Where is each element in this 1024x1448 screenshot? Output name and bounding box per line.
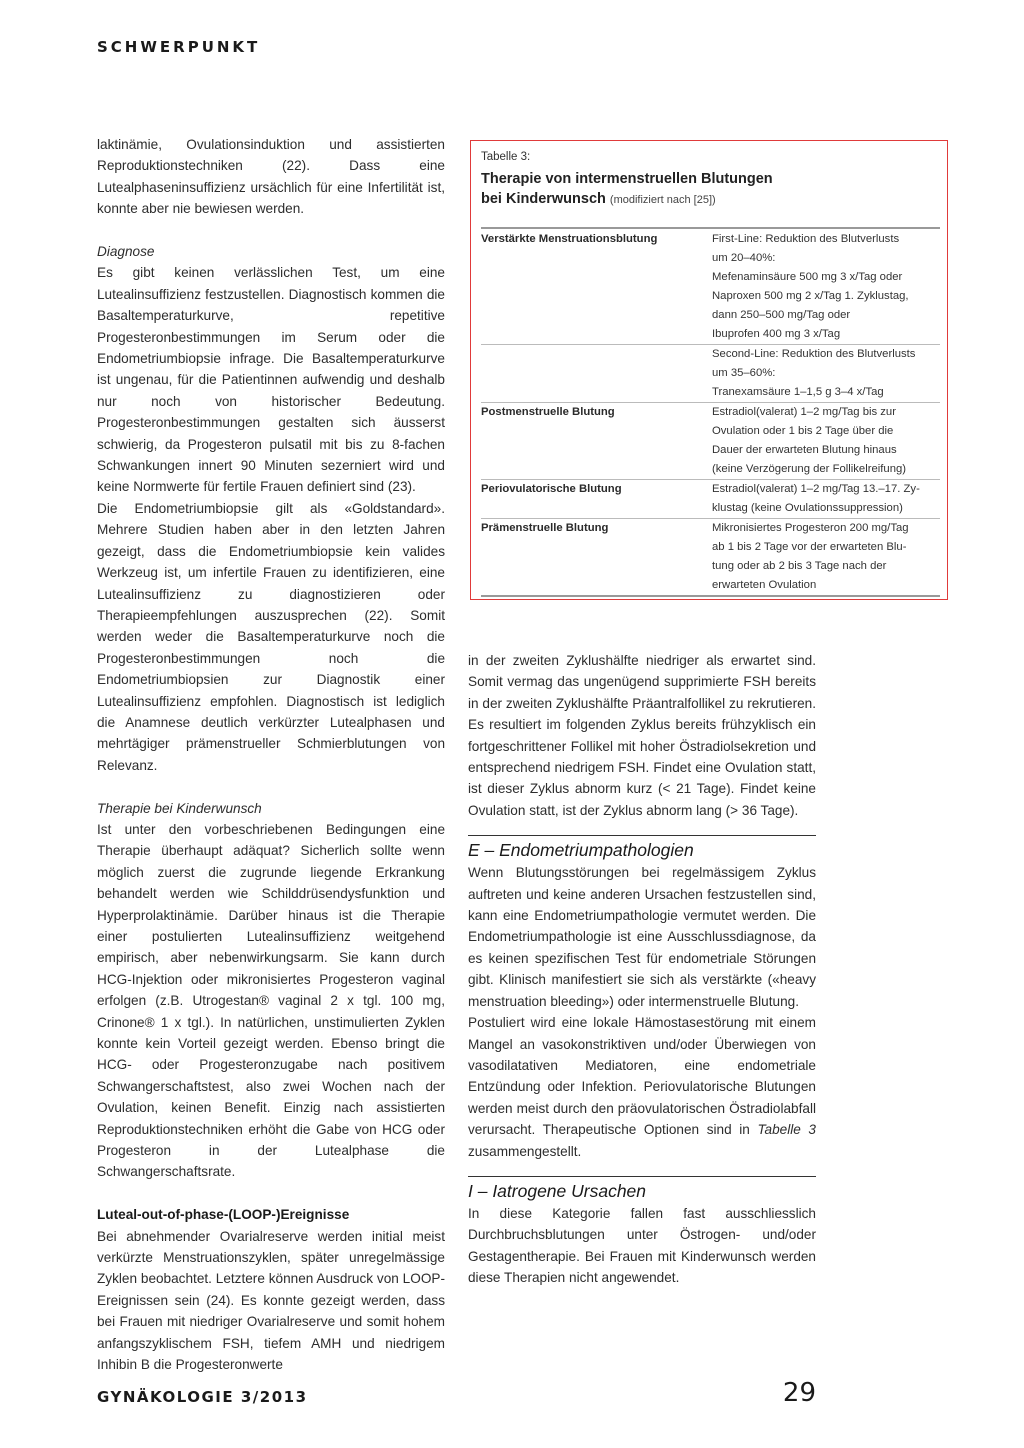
table-row-value-line: Naproxen 500 mg 2 x/Tag 1. Zyklustag, xyxy=(712,290,909,302)
table-row xyxy=(481,230,940,344)
table-row-value-line: Tranexamsäure 1–1,5 g 3–4 x/Tag xyxy=(712,386,884,398)
table-row-value-line: Estradiol(valerat) 1–2 mg/Tag bis zur xyxy=(712,406,896,418)
loop-paragraph: Bei abnehmender Ovarialreserve werden initial meist verkürzte Menstruationszyklen, später unregelmässige Zyklen beobachtet. Letztere können Ausdruck von LOOP-Ereignissen sein (24). Es konnte gezeigt werden, dass bei Frauen mit niedriger Ovarialreserve und somit hohem anfangszyklischem FSH, tiefem AMH und niedrigem Inhibin B die Progesteronwerte xyxy=(97,1228,445,1373)
table-row-value-line: Mefenaminsäure 500 mg 3 x/Tag oder xyxy=(712,271,903,283)
table-row-label: Periovulatorische Blutung xyxy=(481,483,622,495)
diagnose-heading: Diagnose xyxy=(97,244,155,260)
table-row xyxy=(481,480,940,519)
section-e-paragraph-2 xyxy=(468,1012,816,1162)
table-row-value xyxy=(712,345,940,402)
table-row-value-line: um 20–40%: xyxy=(712,252,776,264)
table-row-value-line: Ovulation oder 1 bis 2 Tage über die xyxy=(712,425,894,437)
table-title xyxy=(481,169,931,210)
table-row xyxy=(481,344,940,403)
section-i-heading: I – Iatrogene Ursachen xyxy=(468,1176,816,1203)
table-row-value-line: ab 1 bis 2 Tage vor der erwarteten Blu- xyxy=(712,541,907,553)
table-title-line2: bei Kinderwunsch xyxy=(481,191,606,207)
loop-heading: Luteal-out-of-phase-(LOOP-)Ereignisse xyxy=(97,1207,350,1223)
table-row-value-line: dann 250–500 mg/Tag oder xyxy=(712,309,851,321)
section-i-paragraph: In diese Kategorie fallen fast ausschliesslich Durchbruchsblutungen unter Östrogen- und/oder Gestagentherapie. Bei Frauen mit Kinderwunsch werden diese Therapien nicht angewendet. xyxy=(468,1205,816,1286)
table-top-rule xyxy=(481,227,940,229)
intro-paragraph: laktinämie, Ovulationsinduktion und assistierten Reproduktionstechniken (22). Dass eine Lutealphaseninsuffizienz ursächlich für eine Infertilität ist, konnte aber nie bewiesen werden. xyxy=(97,137,445,217)
table-row-value-line: erwarteten Ovulation xyxy=(712,579,817,591)
table-row-value-line: (keine Verzögerung der Follikelreifung) xyxy=(712,463,907,475)
table-row-value-line: Mikronisiertes Progesteron 200 mg/Tag xyxy=(712,522,909,534)
section-e-p2-b: zusammengestellt. xyxy=(468,1143,582,1159)
table-row xyxy=(481,403,940,480)
table-reference: Tabelle 3 xyxy=(757,1122,816,1138)
table-row-value-line: tung oder ab 2 bis 3 Tage nach der xyxy=(712,560,887,572)
table-row-value-line: Dauer der erwarteten Blutung hinaus xyxy=(712,444,897,456)
table-row-value-line: um 35–60%: xyxy=(712,367,776,379)
diagnose-paragraph-1: Es gibt keinen verlässlichen Test, um eine Lutealinsuffizienz festzustellen. Diagnostisch kommen die Basaltemperaturkurve, repetitive Progesteronbestimmungen im Serum oder die Endometriumbiopsie infrage. Die Basaltemperaturkurve ist ungenau, für die Patientinnen aufwendig und deshalb nur noch von historischer Bedeutung. Progesteronbestimmungen gestalten sich äusserst schwierig, da Progesteron pulsatil mit bis zu 8-fachen Schwankungen innert 90 Minuten sezerniert wird und keine Normwerte für fertile Frauen definiert sind (23). xyxy=(97,265,445,495)
table-row-value xyxy=(712,230,940,344)
therapie-paragraph: Ist unter den vorbeschriebenen Bedingungen eine Therapie überhaupt adäquat? Sicherlich sollte wenn möglich zuerst die zugrunde liegende Erkrankung behandelt werden wie Schilddrüsendysfunktion und Hyperprolaktinämie. Darüber hinaus ist die Therapie einer postulierten Lutealinsuffizienz weitgehend empirisch, aber nebenwirkungsarm. Sie kann durch HCG-Injektion oder mikronisiertes Progesteron vaginal erfolgen (z.B. Utrogestan® vaginal 2 x tgl. 100 mg, Crinone® 1 x tgl.). In natürlichen, unstimulierten Zyklen konnte kein Vorteil gezeigt werden. Ebenso bringt die HCG- oder Progesteronzugabe nach positivem Schwangerschaftstest, also zwei Wochen nach der Ovulation, keinen Benefit. Einzig nach assistierten Reproduktionstechniken erhöht die Gabe von HCG oder Progesteron in der Lutealphase die Schwangerschaftsrate. xyxy=(97,821,445,1180)
table-row-value-line: Ibuprofen 400 mg 3 x/Tag xyxy=(712,328,841,340)
right-column xyxy=(468,650,816,1289)
table-row-value xyxy=(712,403,940,479)
table-row xyxy=(481,519,940,597)
table-row-label: Postmenstruelle Blutung xyxy=(481,406,615,418)
section-e-p2-a: Postuliert wird eine lokale Hämostasestörung mit einem Mangel an vasokonstriktiven und/oder Überwiegen von vasodilatativen Mediatoren, eine endometriale Entzündung oder Infektion. Periovulatorische Blutungen werden meist durch den präovulatorischen Östradiolabfall verursacht. Therapeutische Optionen sind in xyxy=(468,1015,816,1138)
continuation-paragraph: in der zweiten Zyklushälfte niedriger als erwartet sind. Somit vermag das ungenügend supprimierte FSH bereits in der zweiten Zyklushälfte Präantralfollikel zu rekrutieren. Es resultiert im folgenden Zyklus bereits frühzyklisch ein fortgeschrittener Follikel mit hoher Östradiolsekretion und entsprechend niedrigem FSH. Findet eine Ovulation statt, ist dieser Zyklus abnorm kurz (< 21 Tage). Findet keine Ovulation statt, ist der Zyklus abnorm lang (> 36 Tage). xyxy=(468,653,816,818)
table-row-value xyxy=(712,480,940,518)
section-e-paragraph-1: Wenn Blutungsstörungen bei regelmässigem Zyklus auftreten und keine anderen Ursachen festzustellen sind, kann eine Endometriumpathologie vermutet werden. Die Endometriumpathologie ist eine Ausschlussdiagnose, da es keinen spezifischen Test für endometriale Störungen gibt. Klinisch manifestiert sie sich als verstärkte («heavy menstruation bleeding») oder intermenstruelle Blutung. xyxy=(468,865,816,1009)
therapie-heading: Therapie bei Kinderwunsch xyxy=(97,800,262,816)
table-title-note: (modifiziert nach [25]) xyxy=(609,194,716,206)
page-number: 29 xyxy=(782,1378,816,1408)
section-label: SCHWERPUNKT xyxy=(97,38,261,56)
table-row-label: Verstärkte Menstruationsblutung xyxy=(481,233,658,245)
table-row-value xyxy=(712,519,940,595)
footer-journal: GYNÄKOLOGIE 3/2013 xyxy=(97,1388,308,1406)
table-row-value-line: Second-Line: Reduktion des Blutverlusts xyxy=(712,348,916,360)
table-rows xyxy=(481,230,940,597)
table-row-value-line: Estradiol(valerat) 1–2 mg/Tag 13.–17. Zy- xyxy=(712,483,920,495)
section-e-heading: E – Endometriumpathologien xyxy=(468,835,816,862)
table-row-value-line: First-Line: Reduktion des Blutverlusts xyxy=(712,233,900,245)
left-column xyxy=(97,134,445,1376)
diagnose-paragraph-2: Die Endometriumbiopsie gilt als «Goldstandard». Mehrere Studien haben aber in den letzten Jahren gezeigt, dass die Endometriumbiopsie kein valides Werkzeug ist, um infertile Frauen zu identifizieren, eine Lutealinsuffizienz zu diagnostizieren oder Therapieempfehlungen auszusprechen (22). Somit werden weder die Basaltemperaturkurve noch die Progesteronbestimmungen noch die Endometriumbiopsien zur Diagnostik einer Lutealinsuffizienz empfohlen. Diagnostisch ist lediglich die Anamnese deutlich verkürzter Lutealphasen und mehrtägiger prämenstrueller Schmierblutungen von Relevanz. xyxy=(97,500,445,773)
table-3 xyxy=(470,140,948,600)
table-row-value-line: klustag (keine Ovulationssuppression) xyxy=(712,502,903,514)
table-title-line1: Therapie von intermenstruellen Blutungen xyxy=(481,171,773,187)
table-row-label xyxy=(481,345,712,402)
table-caption: Tabelle 3: xyxy=(481,151,531,163)
table-row-label: Prämenstruelle Blutung xyxy=(481,522,609,534)
